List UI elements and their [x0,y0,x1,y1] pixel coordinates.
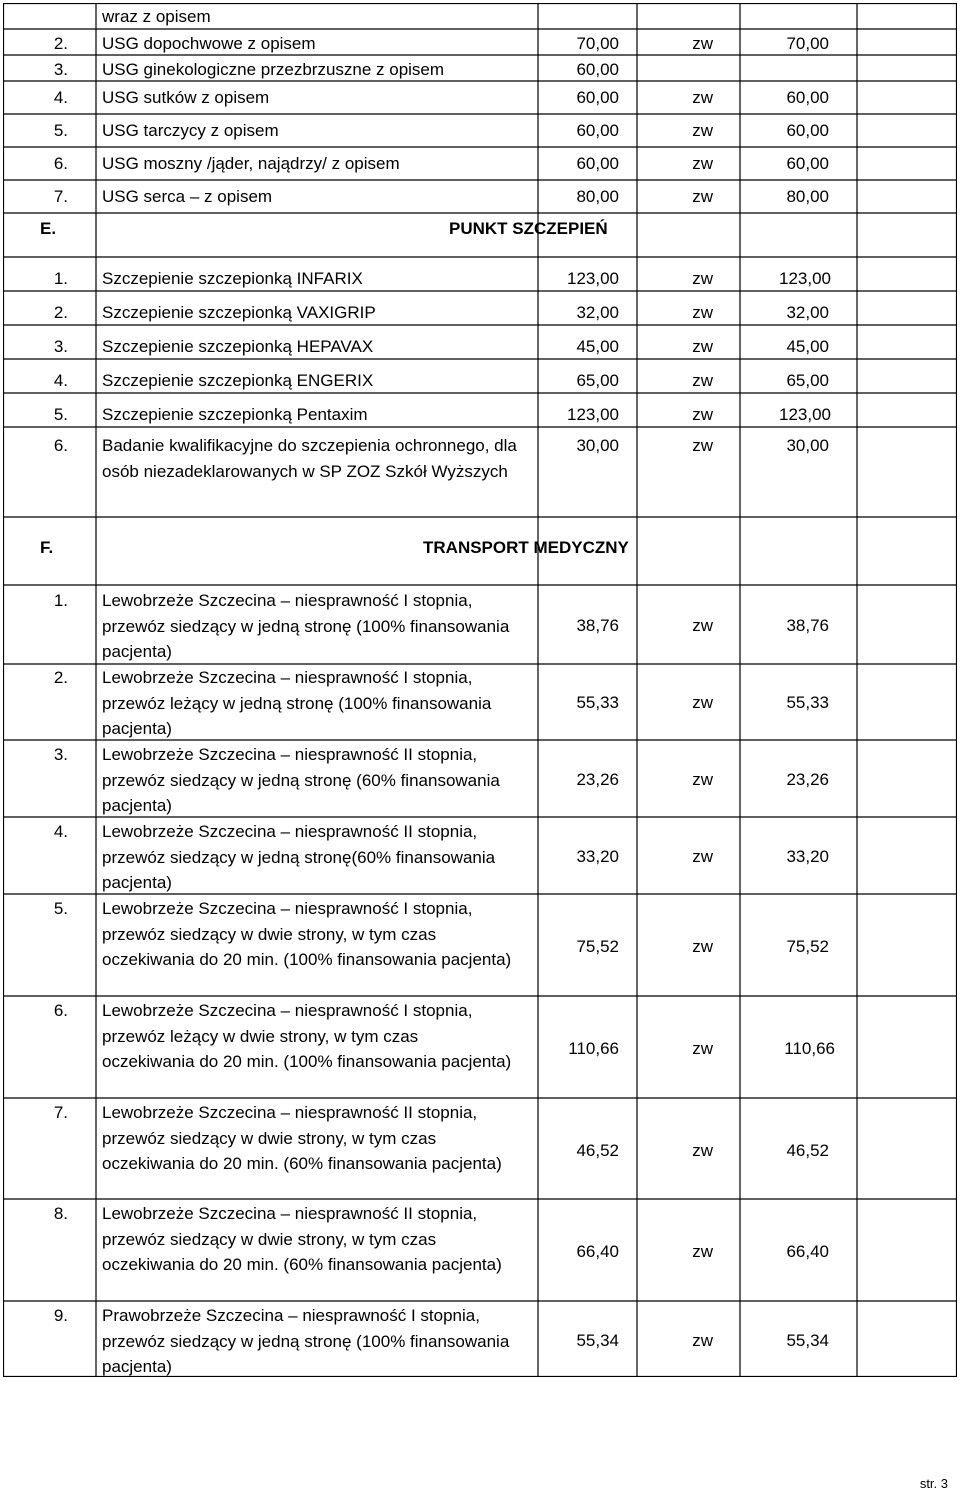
row-vat: zw [692,1331,713,1350]
row-gross-price: 110,66 [784,1039,835,1058]
row-vat: zw [692,1141,713,1160]
row-vat: zw [692,303,713,322]
row-description: USG ginekologiczne przezbrzuszne z opisem [102,60,445,79]
row-net-price: 60,00 [576,60,619,79]
row-description: USG moszny /jąder, najądrzy/ z opisem [102,154,400,173]
row-gross-price: 60,00 [786,88,829,107]
row-gross-price: 55,34 [786,1331,829,1350]
row-description: Lewobrzeże Szczecina – niesprawność I stopnia, przewóz leżący w dwie strony, w tym czas oczekiwania do 20 min. (100% finansowania pacjenta) [102,1001,512,1071]
row-vat: zw [692,405,713,424]
row-number: 3. [53,745,68,764]
row-number: 7. [53,1103,68,1122]
row-description: Szczepienie szczepionką VAXIGRIP [102,303,376,322]
row-number: 1. [53,269,68,288]
row-net-price: 55,33 [576,693,619,712]
row-description: Szczepienie szczepionką Pentaxim [102,405,368,424]
row-gross-price: 55,33 [786,693,829,712]
row-net-price: 55,34 [576,1331,619,1350]
row-net-price: 123,00 [567,269,619,288]
price-list-page [3,3,957,1377]
row-net-price: 80,00 [576,187,619,206]
row-net-price: 23,26 [576,770,619,789]
row-vat: zw [692,34,713,53]
row-description: Szczepienie szczepionką ENGERIX [102,371,374,390]
row-vat: zw [692,1242,713,1261]
row-net-price: 38,76 [576,616,619,635]
row-gross-price: 46,52 [786,1141,829,1160]
row-net-price: 123,00 [567,405,619,424]
row-vat: zw [692,937,713,956]
row-vat: zw [692,616,713,635]
row-description: Lewobrzeże Szczecina – niesprawność II stopnia, przewóz siedzący w dwie strony, w tym czas oczekiwania do 20 min. (60% finansowania pacjenta) [102,1204,502,1274]
row-vat: zw [692,269,713,288]
row-vat: zw [692,371,713,390]
row-net-price: 110,66 [568,1039,619,1058]
section-title: TRANSPORT MEDYCZNY [423,538,629,557]
row-description: USG dopochwowe z opisem [102,34,316,53]
section-title: PUNKT SZCZEPIEŃ [449,219,608,238]
row-net-price: 30,00 [576,436,619,455]
row-number: 3. [53,337,68,356]
row-vat: zw [692,436,713,455]
table-row [3,4,957,29]
row-gross-price: 30,00 [786,436,829,455]
row-number: 6. [53,436,68,455]
row-number: 2. [53,668,68,687]
row-gross-price: 32,00 [786,303,829,322]
row-number: 9. [53,1306,68,1325]
row-number: 6. [53,154,68,173]
row-number: 3. [53,60,68,79]
page-number: str. 3 [919,1476,948,1491]
row-description: Lewobrzeże Szczecina – niesprawność II stopnia, przewóz siedzący w jedną stronę (60% finansowania pacjenta) [102,745,500,815]
row-description: Szczepienie szczepionką INFARIX [102,269,363,288]
row-number: 6. [53,1001,68,1020]
row-net-price: 45,00 [576,337,619,356]
row-gross-price: 23,26 [786,770,829,789]
row-gross-price: 65,00 [786,371,829,390]
row-net-price: 70,00 [576,34,619,53]
row-number: 2. [53,303,68,322]
row-number: 7. [53,187,68,206]
row-net-price: 60,00 [576,154,619,173]
row-description: Prawobrzeże Szczecina – niesprawność I stopnia, przewóz siedzący w jedną stronę (100% finansowania pacjenta) [102,1306,510,1376]
row-number: 5. [53,899,68,918]
row-description: USG tarczycy z opisem [102,121,279,140]
section-letter: F. [40,538,54,557]
row-gross-price: 60,00 [786,154,829,173]
row-description: wraz z opisem [102,7,211,26]
row-vat: zw [692,88,713,107]
row-number: 4. [53,371,68,390]
row-number: 8. [53,1204,68,1223]
row-description: Lewobrzeże Szczecina – niesprawność I stopnia, przewóz siedzący w dwie strony, w tym czas oczekiwania do 20 min. (100% finansowania pacjenta) [102,899,512,969]
row-number: 4. [53,88,68,107]
row-gross-price: 75,52 [786,937,829,956]
row-vat: zw [692,154,713,173]
row-description: USG sutków z opisem [102,88,270,107]
row-gross-price: 80,00 [786,187,829,206]
row-gross-price: 45,00 [786,337,829,356]
row-description: Lewobrzeże Szczecina – niesprawność II stopnia, przewóz siedzący w dwie strony, w tym czas oczekiwania do 20 min. (60% finansowania pacjenta) [102,1103,502,1173]
row-vat: zw [692,1039,713,1058]
row-gross-price: 33,20 [786,847,829,866]
row-net-price: 32,00 [576,303,619,322]
row-net-price: 33,20 [576,847,619,866]
row-net-price: 46,52 [576,1141,619,1160]
row-net-price: 75,52 [576,937,619,956]
row-vat: zw [692,847,713,866]
row-net-price: 60,00 [576,88,619,107]
row-vat: zw [692,337,713,356]
row-vat: zw [692,187,713,206]
row-gross-price: 123,00 [779,269,831,288]
row-net-price: 66,40 [576,1242,619,1261]
row-vat: zw [692,121,713,140]
row-number: 5. [53,405,68,424]
row-number: 2. [53,34,68,53]
row-description: Lewobrzeże Szczecina – niesprawność II stopnia, przewóz siedzący w jedną stronę(60% finansowania pacjenta) [102,822,496,892]
row-vat: zw [692,693,713,712]
section-letter: E. [40,219,57,238]
row-description: USG serca – z opisem [102,187,273,206]
row-description: Lewobrzeże Szczecina – niesprawność I stopnia, przewóz siedzący w jedną stronę (100% finansowania pacjenta) [102,591,510,661]
row-gross-price: 66,40 [786,1242,829,1261]
row-description: Lewobrzeże Szczecina – niesprawność I stopnia, przewóz leżący w jedną stronę (100% finansowania pacjenta) [102,668,492,738]
row-number: 4. [53,822,68,841]
row-description: Badanie kwalifikacyjne do szczepienia ochronnego, dla osób niezadeklarowanych w SP ZOZ Szkół Wyższych [102,436,517,481]
row-gross-price: 123,00 [779,405,831,424]
row-net-price: 60,00 [576,121,619,140]
row-gross-price: 38,76 [786,616,829,635]
row-number: 5. [53,121,68,140]
row-net-price: 65,00 [576,371,619,390]
row-number: 1. [53,591,68,610]
row-vat: zw [692,770,713,789]
row-gross-price: 70,00 [786,34,829,53]
row-description: Szczepienie szczepionką HEPAVAX [102,337,374,356]
row-gross-price: 60,00 [786,121,829,140]
